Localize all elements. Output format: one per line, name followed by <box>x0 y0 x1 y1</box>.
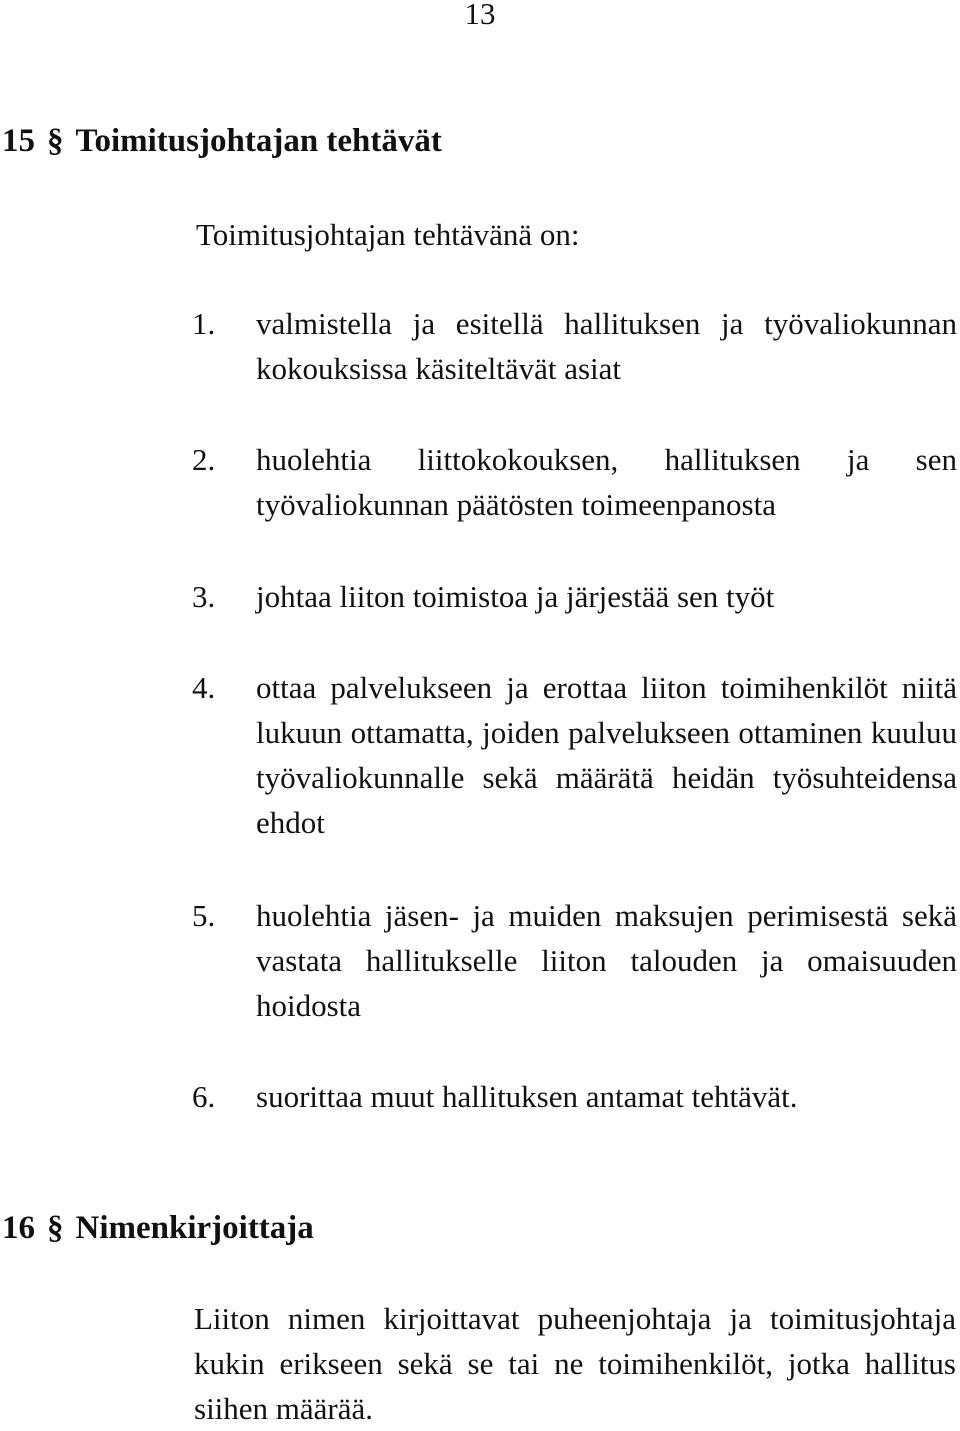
section-16-paragraph: Liiton nimen kirjoittavat puheenjohtaja ja toimitusjohtaja kukin erikseen sekä se tai ne toimihenkilöt, jotka hallitus siihen määrää. <box>194 1301 956 1426</box>
section-15-title: Toimitusjohtajan tehtävät <box>75 123 442 159</box>
list-item-number: 1. <box>192 306 216 341</box>
section-15-symbol: § <box>47 123 64 159</box>
list-item <box>192 574 957 619</box>
list-item <box>192 1074 957 1119</box>
section-15-intro: Toimitusjohtajan tehtävänä on: <box>196 217 580 252</box>
section-15-heading <box>2 121 442 161</box>
list-item <box>192 893 957 1028</box>
list-item-text: valmistella ja esitellä hallituksen ja työvaliokunnan kokouksissa käsiteltävät asiat <box>256 306 957 386</box>
list-item-text: ottaa palvelukseen ja erottaa liiton toimihenkilöt niitä lukuun ottamatta, joiden palvelukseen ottaminen kuuluu työvaliokunnalle sekä määrätä heidän työsuhteidensa ehdot <box>256 670 957 840</box>
list-item-text: huolehtia liittokokouksen, hallituksen ja sen työvaliokunnan päätösten toimeenpanosta <box>256 442 957 522</box>
section-16-heading <box>2 1208 314 1248</box>
page-number: 13 <box>464 0 496 31</box>
list-item <box>192 665 957 845</box>
section-16-title: Nimenkirjoittaja <box>75 1210 314 1246</box>
section-15-number: 15 <box>2 123 35 159</box>
list-item <box>192 437 957 527</box>
list-item-number: 2. <box>192 442 216 477</box>
section-16-symbol: § <box>47 1210 64 1246</box>
list-item-text: suorittaa muut hallituksen antamat tehtävät. <box>256 1079 798 1114</box>
section-16-number: 16 <box>2 1210 35 1246</box>
list-item-number: 5. <box>192 898 216 933</box>
list-item <box>192 301 957 391</box>
list-item-text: johtaa liiton toimistoa ja järjestää sen työt <box>256 579 775 614</box>
list-item-number: 6. <box>192 1079 216 1114</box>
list-item-number: 4. <box>192 670 216 705</box>
list-item-text: huolehtia jäsen- ja muiden maksujen perimisestä sekä vastata hallitukselle liiton talouden ja omaisuuden hoidosta <box>256 898 957 1023</box>
list-item-number: 3. <box>192 579 216 614</box>
